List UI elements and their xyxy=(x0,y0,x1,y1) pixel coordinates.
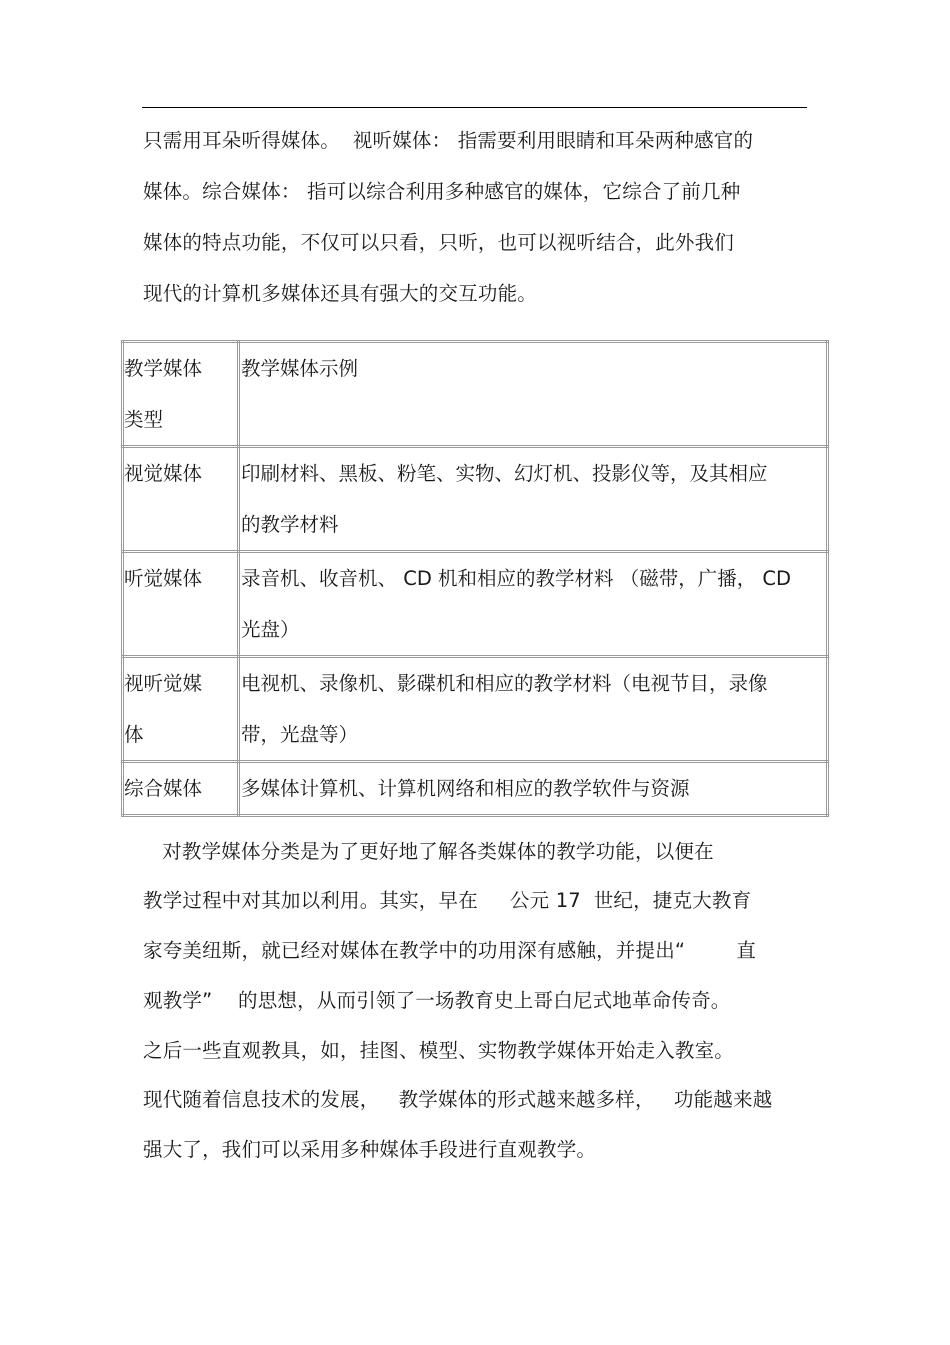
cell-text: 听觉媒体 xyxy=(124,567,203,590)
cell-text: 教学媒体示例 xyxy=(241,357,359,380)
type-cell xyxy=(123,447,239,552)
intro-line: 媒体。综合媒体： 指可以综合利用多种感官的媒体，它综合了前几种 xyxy=(143,180,741,203)
cell-text: 多媒体计算机、计算机网络和相应的教学软件与资源 xyxy=(241,777,690,800)
closing-line: 教学过程中对其加以利用。其实，早在 公元 17 世纪，捷克大教育 xyxy=(143,889,752,912)
example-cell xyxy=(239,447,828,552)
cell-text: 录音机、收音机、 CD 机和相应的教学材料 （磁带，广播， CD xyxy=(241,567,792,590)
table-row xyxy=(123,447,828,552)
table-row xyxy=(123,552,828,657)
media-types-table xyxy=(121,340,829,817)
intro-line: 媒体的特点功能，不仅可以只看，只听，也可以视听结合，此外我们 xyxy=(143,231,735,254)
table-row xyxy=(123,657,828,762)
closing-line: 观教学” 的思想，从而引领了一场教育史上哥白尼式地革命传奇。 xyxy=(143,989,731,1012)
cell-text: 视觉媒体 xyxy=(124,462,203,485)
cell-text: 教学媒体 xyxy=(124,357,203,380)
example-cell xyxy=(239,657,828,762)
cell-text: 视听觉媒 xyxy=(124,672,203,695)
closing-line: 对教学媒体分类是为了更好地了解各类媒体的教学功能，以便在 xyxy=(143,840,714,863)
type-cell xyxy=(123,552,239,657)
header-rule xyxy=(142,107,807,108)
cell-text: 印刷材料、黑板、粉笔、实物、幻灯机、投影仪等，及其相应 xyxy=(241,462,768,485)
cell-text: 电视机、录像机、影碟机和相应的教学材料（电视节目，录像 xyxy=(241,672,768,695)
intro-line: 现代的计算机多媒体还具有强大的交互功能。 xyxy=(143,282,538,305)
closing-line: 之后一些直观教具，如，挂图、模型、实物教学媒体开始走入教室。 xyxy=(143,1039,735,1062)
header-example-cell xyxy=(239,342,828,447)
intro-line: 只需用耳朵听得媒体。 视听媒体： 指需要利用眼睛和耳朵两种感官的 xyxy=(143,129,754,152)
table-row xyxy=(123,762,828,816)
type-cell xyxy=(123,762,239,816)
cell-text: 综合媒体 xyxy=(124,777,203,800)
cell-text: 带，光盘等） xyxy=(241,723,359,746)
closing-line: 家夸美纽斯，就已经对媒体在教学中的功用深有感触，并提出“ 直 xyxy=(143,939,757,962)
table-header-row xyxy=(123,342,828,447)
header-type-cell xyxy=(123,342,239,447)
cell-text: 的教学材料 xyxy=(241,513,339,536)
type-cell xyxy=(123,657,239,762)
example-cell xyxy=(239,762,828,816)
cell-text: 光盘） xyxy=(241,618,300,641)
closing-line: 强大了，我们可以采用多种媒体手段进行直观教学。 xyxy=(143,1138,597,1161)
closing-line: 现代随着信息技术的发展， 教学媒体的形式越来越多样， 功能越来越 xyxy=(143,1088,773,1111)
cell-text: 体 xyxy=(124,723,144,746)
cell-text: 类型 xyxy=(124,408,164,431)
example-cell xyxy=(239,552,828,657)
